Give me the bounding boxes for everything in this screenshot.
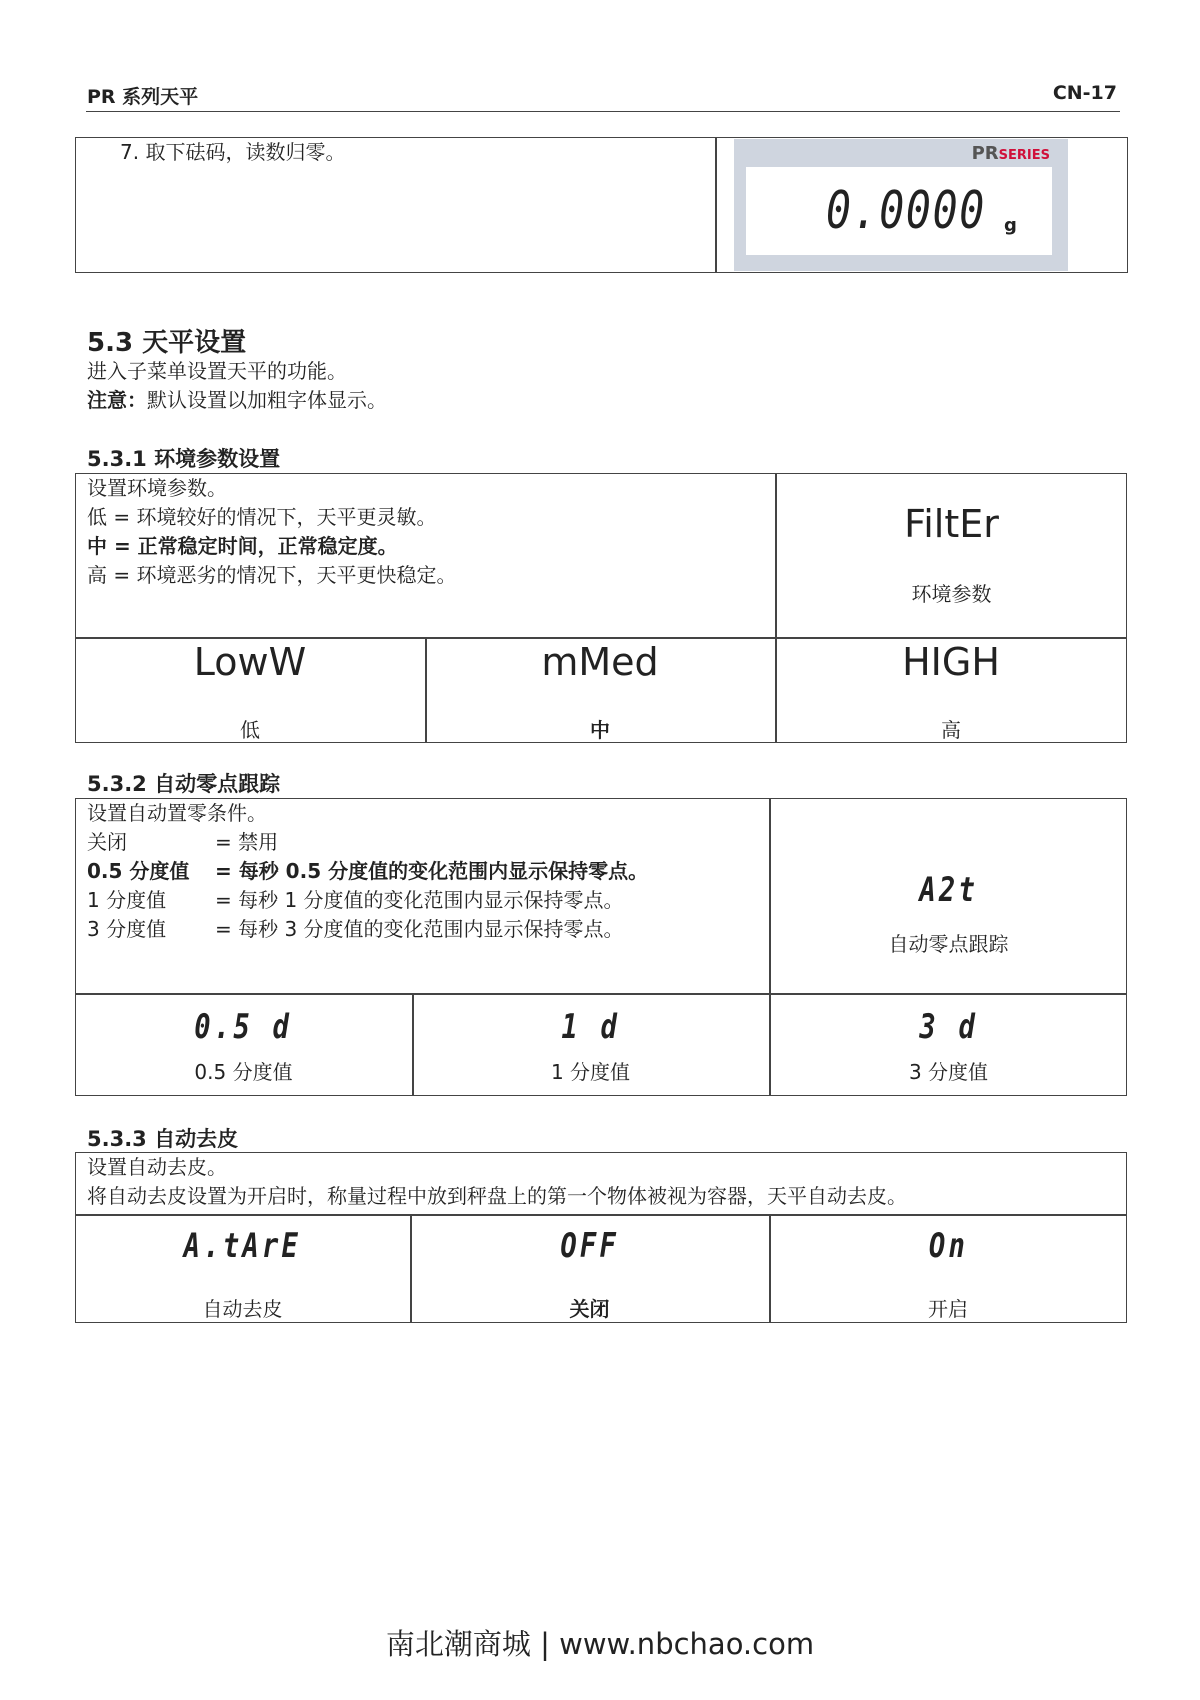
desc-line: 高 = 环境恶劣的情况下，天平更快稳定。 (87, 563, 457, 587)
desc-key: 关闭 (87, 830, 127, 854)
filter-display: FiltEr (904, 502, 999, 546)
step7-text: 7. 取下砝码，读数归零。 (120, 140, 346, 164)
azt-label: 自动零点跟踪 (888, 932, 1009, 956)
option-display: mMed (541, 640, 659, 684)
subsection-heading: 5.3.2 自动零点跟踪 (87, 772, 281, 796)
desc-line: 低 = 环境较好的情况下，天平更灵敏。 (87, 505, 437, 529)
desc-key: 0.5 分度值 (87, 859, 190, 883)
option-display: 3 d (919, 1007, 978, 1047)
option-display: On (928, 1226, 968, 1266)
desc-line: 中 = 正常稳定时间，正常稳定度。 (87, 534, 398, 558)
lcd-value: 0.0000 (825, 181, 986, 241)
azt-display: A2t (919, 870, 978, 910)
option-display: LowW (193, 640, 307, 684)
header-title: PR 系列天平 (87, 86, 199, 108)
desc-value: = 每秒 3 分度值的变化范围内显示保持零点。 (215, 917, 624, 941)
subsection-heading: 5.3.1 环境参数设置 (87, 447, 281, 471)
filter-label: 环境参数 (911, 582, 992, 606)
option-label: 开启 (928, 1297, 968, 1321)
lcd-unit: g (1004, 215, 1017, 236)
intro-text: 进入子菜单设置天平的功能。 (87, 359, 347, 383)
divider (75, 993, 1127, 995)
desc-line: 设置自动置零条件。 (87, 801, 267, 825)
divider (75, 1214, 1127, 1216)
page-number: CN-17 (1052, 82, 1117, 104)
divider (75, 637, 1127, 639)
desc-line: 设置自动去皮。 (87, 1155, 227, 1179)
desc-line: 设置环境参数。 (87, 476, 227, 500)
note-text: 注意：默认设置以加粗字体显示。 (87, 388, 387, 412)
desc-key: 3 分度值 (87, 917, 167, 941)
option-label: 1 分度值 (550, 1060, 631, 1084)
option-label: 3 分度值 (908, 1060, 989, 1084)
header-rule (86, 111, 1120, 112)
option-label: 0.5 分度值 (194, 1060, 293, 1084)
divider (715, 137, 717, 273)
footer-watermark[interactable]: 南北潮商城 | www.nbchao.com (385, 1627, 815, 1661)
section-heading: 5.3 天平设置 (87, 328, 247, 358)
lcd-display (734, 139, 1068, 271)
option-display: 1 d (561, 1007, 620, 1047)
option-label: 关闭 (569, 1297, 610, 1321)
desc-key: 1 分度值 (87, 888, 167, 912)
option-display: A.tArE (183, 1226, 302, 1266)
option-display: HIGH (902, 640, 1000, 684)
brand-logo: PRSERIES (971, 143, 1050, 164)
desc-value: = 每秒 1 分度值的变化范围内显示保持零点。 (215, 888, 624, 912)
option-display: OFF (560, 1226, 619, 1266)
desc-value: = 每秒 0.5 分度值的变化范围内显示保持零点。 (215, 859, 649, 883)
option-label: 低 (240, 718, 260, 742)
desc-line: 将自动去皮设置为开启时，称量过程中放到秤盘上的第一个物体被视为容器，天平自动去皮。 (87, 1184, 907, 1208)
option-display: 0.5 d (194, 1007, 293, 1047)
option-label: 高 (941, 718, 961, 742)
desc-value: = 禁用 (215, 830, 279, 854)
option-label: 自动去皮 (202, 1297, 283, 1321)
option-label: 中 (590, 718, 610, 742)
subsection-heading: 5.3.3 自动去皮 (87, 1127, 239, 1151)
